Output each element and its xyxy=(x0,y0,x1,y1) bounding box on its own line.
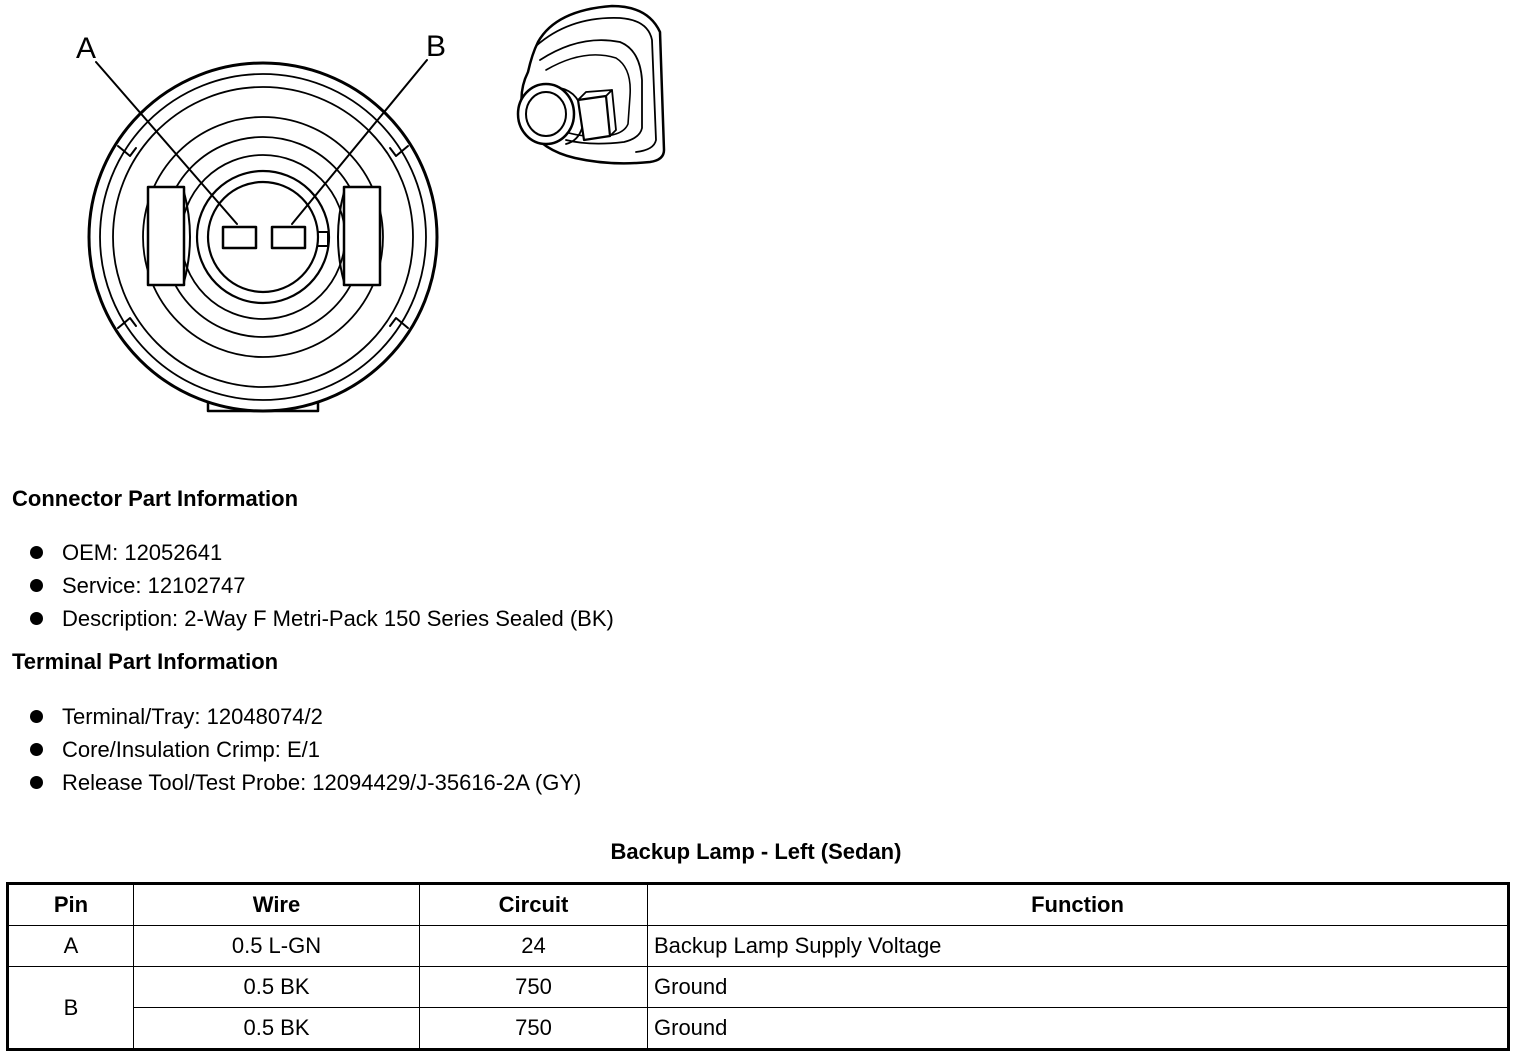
bullet-icon xyxy=(30,776,43,789)
list-item xyxy=(0,602,614,635)
cell-function: Backup Lamp Supply Voltage xyxy=(648,926,1509,967)
bullet-icon xyxy=(30,579,43,592)
cell-circuit: 750 xyxy=(420,967,648,1008)
connector-service-text: Service: 12102747 xyxy=(62,573,246,598)
terminal-cavity-a xyxy=(223,227,256,248)
header-function: Function xyxy=(648,884,1509,926)
connector-description-text: Description: 2-Way F Metri-Pack 150 Series Sealed (BK) xyxy=(62,606,614,631)
cell-function: Ground xyxy=(648,1008,1509,1050)
list-item xyxy=(0,700,581,733)
terminal-info-heading: Terminal Part Information xyxy=(12,649,279,674)
bullet-icon xyxy=(30,743,43,756)
connector-latch-right xyxy=(344,187,380,285)
connector-inner-ring xyxy=(197,171,329,303)
connector-diagram xyxy=(0,0,700,430)
header-pin: Pin xyxy=(8,884,134,926)
table-row xyxy=(8,1008,1509,1050)
connector-lock-tab xyxy=(578,96,610,140)
pin-table xyxy=(6,882,1510,1051)
pin-a-label: A xyxy=(76,32,97,65)
connector-latch-left xyxy=(148,187,184,285)
pin-b-label: B xyxy=(426,30,447,63)
header-wire: Wire xyxy=(134,884,420,926)
table-header-row xyxy=(8,884,1509,926)
cell-wire: 0.5 BK xyxy=(134,967,420,1008)
bullet-icon xyxy=(30,710,43,723)
list-item xyxy=(0,733,581,766)
crimp-text: Core/Insulation Crimp: E/1 xyxy=(62,737,320,762)
list-item xyxy=(0,536,614,569)
connector-info-list xyxy=(0,536,614,635)
release-tool-text: Release Tool/Test Probe: 12094429/J-35616-2A (GY) xyxy=(62,770,582,795)
table-row xyxy=(8,967,1509,1008)
terminal-tray-text: Terminal/Tray: 12048074/2 xyxy=(62,704,323,729)
bullet-icon xyxy=(30,546,43,559)
terminal-info-list xyxy=(0,700,581,799)
table-row xyxy=(8,926,1509,967)
cell-wire: 0.5 BK xyxy=(134,1008,420,1050)
cell-circuit: 750 xyxy=(420,1008,648,1050)
connector-info-heading: Connector Part Information xyxy=(12,486,299,511)
cell-circuit: 24 xyxy=(420,926,648,967)
bullet-icon xyxy=(30,612,43,625)
terminal-cavity-b xyxy=(272,227,305,248)
table-title: Backup Lamp - Left (Sedan) xyxy=(610,839,902,864)
cell-pin: B xyxy=(8,967,134,1050)
cell-function: Ground xyxy=(648,967,1509,1008)
list-item xyxy=(0,569,614,602)
connector-oem-text: OEM: 12052641 xyxy=(62,540,223,565)
connector-perspective-view xyxy=(518,6,664,163)
connector-face-view xyxy=(76,30,446,411)
cell-pin: A xyxy=(8,926,134,967)
header-circuit: Circuit xyxy=(420,884,648,926)
list-item xyxy=(0,766,581,799)
cell-wire: 0.5 L-GN xyxy=(134,926,420,967)
